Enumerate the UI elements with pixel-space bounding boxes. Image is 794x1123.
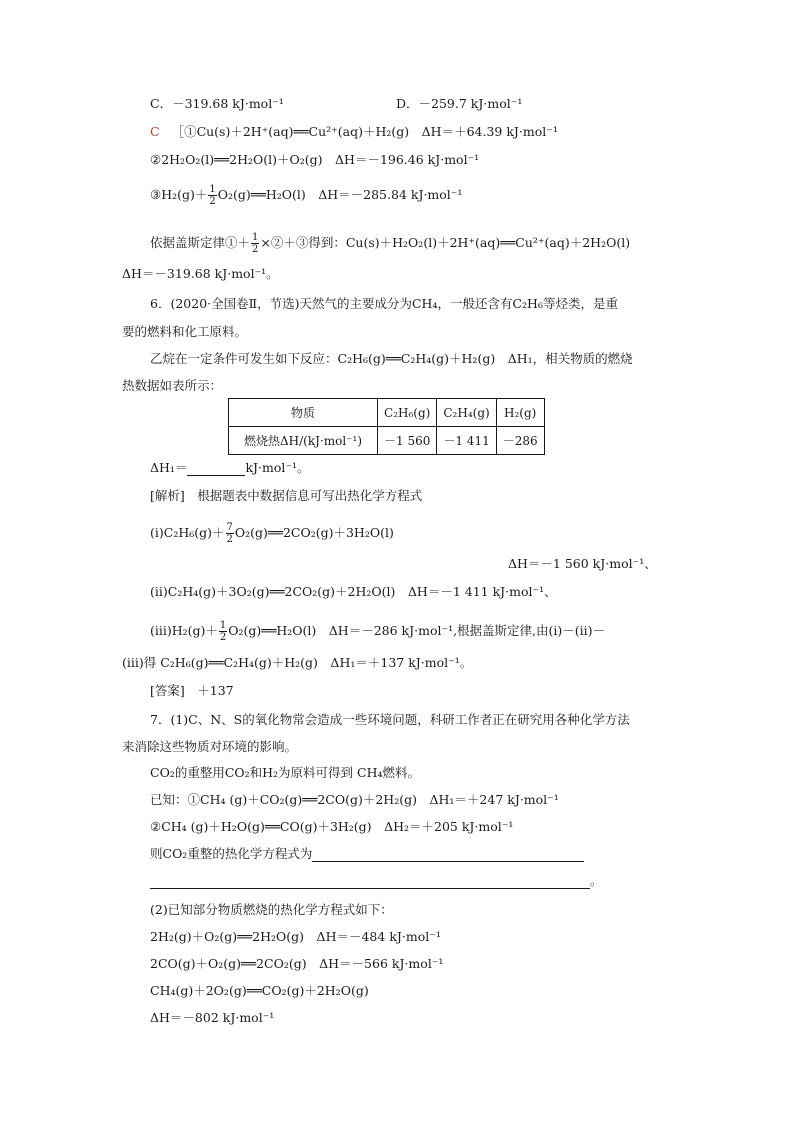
solution-i-dh: ΔH＝－1 560 kJ·mol⁻¹、 bbox=[508, 556, 657, 571]
frac-num: 7 bbox=[226, 522, 233, 533]
explanation-eq1 bbox=[150, 124, 558, 140]
frac-den: 2 bbox=[226, 534, 233, 545]
eq3-part-b: O₂(g)══H₂O(l) ΔH＝－285.84 kJ·mol⁻¹ bbox=[217, 187, 463, 202]
hess-part-b: ×②＋③得到：Cu(s)＋H₂O₂(l)＋2H⁺(aq)══Cu²⁺(aq)＋2H₂O(l) bbox=[260, 235, 631, 250]
frac-num: 1 bbox=[209, 184, 216, 195]
frac-num: 1 bbox=[252, 232, 259, 243]
solution-iii bbox=[150, 620, 605, 643]
eq3-part-a: ③H₂(g)＋ bbox=[150, 187, 208, 202]
q7-given-1: 已知：①CH₄ (g)＋CO₂(g)══2CO(g)＋2H₂(g) ΔH₁＝＋247 kJ·mol⁻¹ bbox=[150, 792, 559, 807]
q6-ask-a: ΔH₁＝ bbox=[150, 460, 188, 475]
table-header-cell: C₂H₄(g) bbox=[437, 399, 496, 427]
q7-ask bbox=[150, 846, 584, 862]
hess-result: ΔH＝－319.68 kJ·mol⁻¹。 bbox=[122, 266, 279, 281]
table-header-cell: 物质 bbox=[229, 399, 378, 427]
q7-given-2: ②CH₄ (g)＋H₂O(g)══CO(g)＋3H₂(g) ΔH₂＝＋205 kJ·mol⁻¹ bbox=[150, 819, 514, 834]
q7-part2-eq3: CH₄(g)＋2O₂(g)══CO₂(g)＋2H₂O(g) bbox=[150, 983, 369, 998]
q7-ask-text: 则CO₂重整的热化学方程式为 bbox=[150, 846, 313, 861]
frac-den: 2 bbox=[219, 632, 227, 643]
q6-ask-b: kJ·mol⁻¹。 bbox=[245, 460, 310, 475]
table-row-label: 燃烧热ΔH/(kJ·mol⁻¹) bbox=[229, 427, 378, 455]
half-fraction bbox=[219, 620, 227, 643]
answer-blank[interactable] bbox=[150, 874, 590, 889]
q7-ask-cont bbox=[150, 873, 603, 889]
q7-stem-2: 来消除这些物质对环境的影响。 bbox=[122, 739, 298, 754]
half-fraction bbox=[251, 232, 259, 255]
hess-law-line bbox=[150, 232, 630, 255]
q7-ask-end: 。 bbox=[590, 873, 603, 888]
q7-stem-3: CO₂的重整用CO₂和H₂为原料可得到 CH₄燃料。 bbox=[150, 765, 421, 780]
solution-i bbox=[150, 522, 394, 545]
sol-iii-b: O₂(g)══H₂O(l) ΔH＝－286 kJ·mol⁻¹,根据盖斯定律,由(ⅰ)－(ⅱ)－ bbox=[228, 623, 606, 638]
explanation-eq2: ②2H₂O₂(l)══2H₂O(l)＋O₂(g) ΔH＝－196.46 kJ·mol⁻¹ bbox=[150, 152, 480, 167]
q7-stem-1: 7．(1)C、N、S的氧化物常会造成一些环境问题，科研工作者正在研究用各种化学方法 bbox=[150, 712, 630, 727]
option-c: C．－319.68 kJ·mol⁻¹ bbox=[150, 96, 284, 111]
q6-stem-3: 乙烷在一定条件可发生如下反应：C₂H₆(g)══C₂H₄(g)＋H₂(g) ΔH₁，相关物质的燃烧 bbox=[150, 351, 633, 366]
sol-iii-a: (ⅲ)H₂(g)＋ bbox=[150, 623, 218, 638]
combustion-heat-table bbox=[228, 398, 545, 455]
q7-part2-head: (2)已知部分物质燃烧的热化学方程式如下： bbox=[150, 902, 393, 917]
hess-part-a: 依据盖斯定律①＋ bbox=[150, 235, 251, 250]
table-cell: －286 bbox=[496, 427, 544, 455]
table-cell: －1 411 bbox=[437, 427, 496, 455]
q6-ask bbox=[150, 460, 310, 476]
answer-line: [答案] ＋137 bbox=[150, 683, 234, 698]
table-header-cell: C₂H₆(g) bbox=[378, 399, 437, 427]
frac-den: 2 bbox=[252, 244, 259, 255]
answer-blank[interactable] bbox=[312, 847, 584, 862]
answer-letter: C bbox=[150, 124, 160, 139]
frac-num: 1 bbox=[219, 620, 227, 631]
solution-iv: (ⅲ)得 C₂H₆(g)══C₂H₄(g)＋H₂(g) ΔH₁＝＋137 kJ·mol⁻¹。 bbox=[122, 655, 473, 670]
table-header-cell: H₂(g) bbox=[496, 399, 544, 427]
sol-i-b: O₂(g)══2CO₂(g)＋3H₂O(l) bbox=[234, 525, 394, 540]
sol-i-a: (ⅰ)C₂H₆(g)＋ bbox=[150, 525, 225, 540]
solution-head: [解析] 根据题表中数据信息可写出热化学方程式 bbox=[150, 488, 423, 503]
seven-halves-fraction bbox=[226, 522, 234, 545]
frac-den: 2 bbox=[209, 196, 216, 207]
table-cell: －1 560 bbox=[378, 427, 437, 455]
table-header-row bbox=[229, 399, 545, 427]
explanation-eq3 bbox=[150, 184, 462, 207]
solution-ii: (ⅱ)C₂H₄(g)＋3O₂(g)══2CO₂(g)＋2H₂O(l) ΔH＝－1 411 kJ·mol⁻¹、 bbox=[150, 584, 557, 599]
q7-part2-eq1: 2H₂(g)＋O₂(g)══2H₂O(g) ΔH＝－484 kJ·mol⁻¹ bbox=[150, 929, 441, 944]
q7-part2-eq3-dh: ΔH＝－802 kJ·mol⁻¹ bbox=[150, 1010, 275, 1025]
table-row bbox=[229, 427, 545, 455]
eq1-text: ［①Cu(s)＋2H⁺(aq)══Cu²⁺(aq)＋H₂(g) ΔH＝＋64.39 kJ·mol⁻¹ bbox=[171, 124, 558, 139]
q6-stem-2: 要的燃料和化工原料。 bbox=[122, 324, 248, 339]
q6-stem-1: 6．(2020·全国卷Ⅱ，节选)天然气的主要成分为CH₄，一般还含有C₂H₆等烃类，是重 bbox=[150, 296, 618, 311]
q6-stem-4: 热数据如表所示： bbox=[122, 378, 223, 393]
q7-part2-eq2: 2CO(g)＋O₂(g)══2CO₂(g) ΔH＝－566 kJ·mol⁻¹ bbox=[150, 956, 444, 971]
answer-blank[interactable] bbox=[187, 461, 245, 476]
option-d: D．－259.7 kJ·mol⁻¹ bbox=[396, 96, 523, 111]
half-fraction bbox=[208, 184, 216, 207]
